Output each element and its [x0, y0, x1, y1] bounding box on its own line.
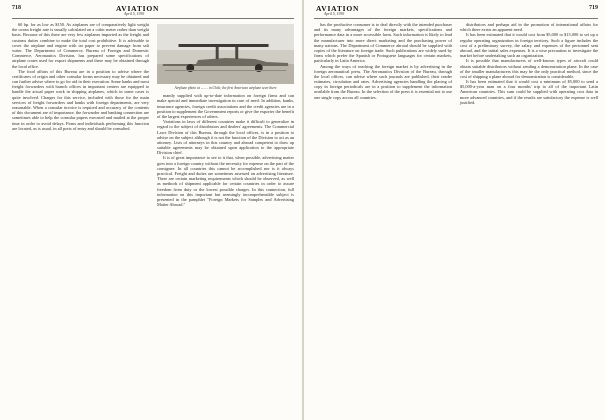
article-paragraph: has the productive consumer is to deal directly with the intended purchaser and its many advantages of the foreign markets, specifications and performance data in a more accessible form. Such information is likely to lead the manufacturer into more direct marketing and the purchasing power of many nations. The Department of Commerce abroad should be supplied with copies of the literature on foreign trade. Such publications are widely used by firms which prefer the Spanish or Portuguese languages for certain markets, particularly in Latin America. — [314, 22, 452, 64]
right-page — [304, 0, 606, 420]
airplane-photo-image — [157, 24, 294, 84]
text-columns — [12, 22, 294, 207]
article-column — [314, 22, 452, 105]
page-header — [314, 5, 598, 19]
article-paragraph: It is possible that manufacturers of well-known types of aircraft could obtain suitable distributors without sending a demonstration plane. In the case of the smaller manufacturers this may be the only practical method, since the cost of shipping a plane abroad for demonstration is considerable. — [460, 58, 598, 79]
article-paragraph: Variations in laws of different countries make it difficult to generalize in regard to the subject of distributors and dealers' agreements. The Commercial Laws Division of this Bureau, through the local offices, is in a position to advise on the subject although it is not the function of the Division to act as an attorney. Lists of attorneys in this country and abroad competent to draw up suitable agreements may be obtained upon application to the appropriate Division chief. — [157, 119, 294, 156]
article-paragraph: 60 hp. for as low as $150. As airplanes are of comparatively light weight the ocean freight rate is usually calculated on a cubic meter rather than weight basis. Because of this there are very few airplanes imported as the freight and customs duties combine to make the total cost prohibitive. It is advisable to cover the airplane and engine with tar paper to prevent damage from salt water. The Department of Commerce, Bureau of Foreign and Domestic Commerce, Aeronautics Division, has prepared some specifications of airplane crates used for export shipments and these may be obtained through the local office. — [12, 22, 149, 69]
article-column — [157, 22, 294, 207]
masthead: AVIATION — [316, 4, 360, 13]
airplane-photo — [157, 24, 294, 84]
page-number: 718 — [12, 5, 21, 11]
issue-date: April 5, 1930 — [124, 12, 145, 16]
article-paragraph: It has been estimated that it would cost a minimum of $5,000 to send a $5,000-a-year man on a four months' trip to all of the important Latin American countries. This sum could be supplied with operating cost data in more advanced countries, and if the results are satisfactory the expense is well justified. — [460, 79, 598, 105]
left-page — [0, 0, 302, 420]
figure-caption: Airplane photo at ........ in Chile, the first American airplane seen there — [174, 86, 277, 90]
article-paragraph: The food affairs of this Bureau are in a position to advise where the certificates of origin and other consular forms necessary may be obtained and can further advise where to go for aid in their execution. Some banks and most freight forwarders with branch offices in important centers are equipped to handle the actual paper work in shipping airplanes, which in some cases is quite involved. Charges for this service, included with those for the main services of freight forwarders and banks with foreign departments, are very reasonable. When a consular invoice is required and accuracy of the contents of this document are of importance, the forwarder and banking connection are sometimes able to help the consular papers executed and mailed at the proper time in order to avoid delays. Firms and individuals performing this function are located, as is usual, in all ports of entry and should be consulted. — [12, 68, 149, 131]
article-column — [460, 22, 598, 105]
article-paragraph: It has been estimated that it would cost from $5,000 to $15,000 to set up a regular operating organization in foreign territory. Such a figure includes the cost of a preliminary survey, the salary and expenses of the personnel sent abroad, and the initial sales expenses. It is a wise precaution to investigate the market before undertaking such an organization. — [460, 32, 598, 59]
masthead: AVIATION — [116, 4, 160, 13]
article-paragraph: Among the ways of reaching the foreign market is by advertising in the foreign aeronautical press. The Aeronautics Division of the Bureau, through the local offices, can advise where such journals are published, their reader estimates, circulation and rates. Advertising agencies handling the placing of copy in foreign periodicals are in a position to supplement the information available from the Bureau. In the selection of the press it is essential not to use one single copy across all countries. — [314, 63, 452, 100]
text-columns — [314, 22, 598, 105]
article-paragraph: mantly supplied with up-to-date information on foreign firms and can make special and immediate investigation in case of need. In addition, banks, insurance agencies, foreign credit associations and the credit agencies are in a position to supplement the Government reports or give the exporter the benefit of the largest experiences of others. — [157, 93, 294, 119]
article-paragraph: distributors and perhaps aid in the promotion of international affairs for which there exists an apparent need. — [460, 22, 598, 33]
article-paragraph: It is of great importance to see to it that, when possible, advertising matter goes into a foreign country without the necessity for expense on the part of the consignee. In all countries this cannot be accomplished nor is it always practical. Freight and duties are sometimes assessed on advertising literature. There are certain marketing requirements which should be observed, as well as methods of shipment applicable for certain countries in order to assure freedom from duty or the lowest possible charges. In this connection, full information on this important but seemingly incomprehensible subject is presented in the pamphlet "Foreign Markets for Samples and Advertising Matter Abroad." — [157, 155, 294, 208]
issue-date: April 5, 1930 — [324, 12, 345, 16]
page-header — [12, 5, 294, 19]
article-column — [12, 22, 149, 207]
page-number: 719 — [589, 5, 598, 11]
